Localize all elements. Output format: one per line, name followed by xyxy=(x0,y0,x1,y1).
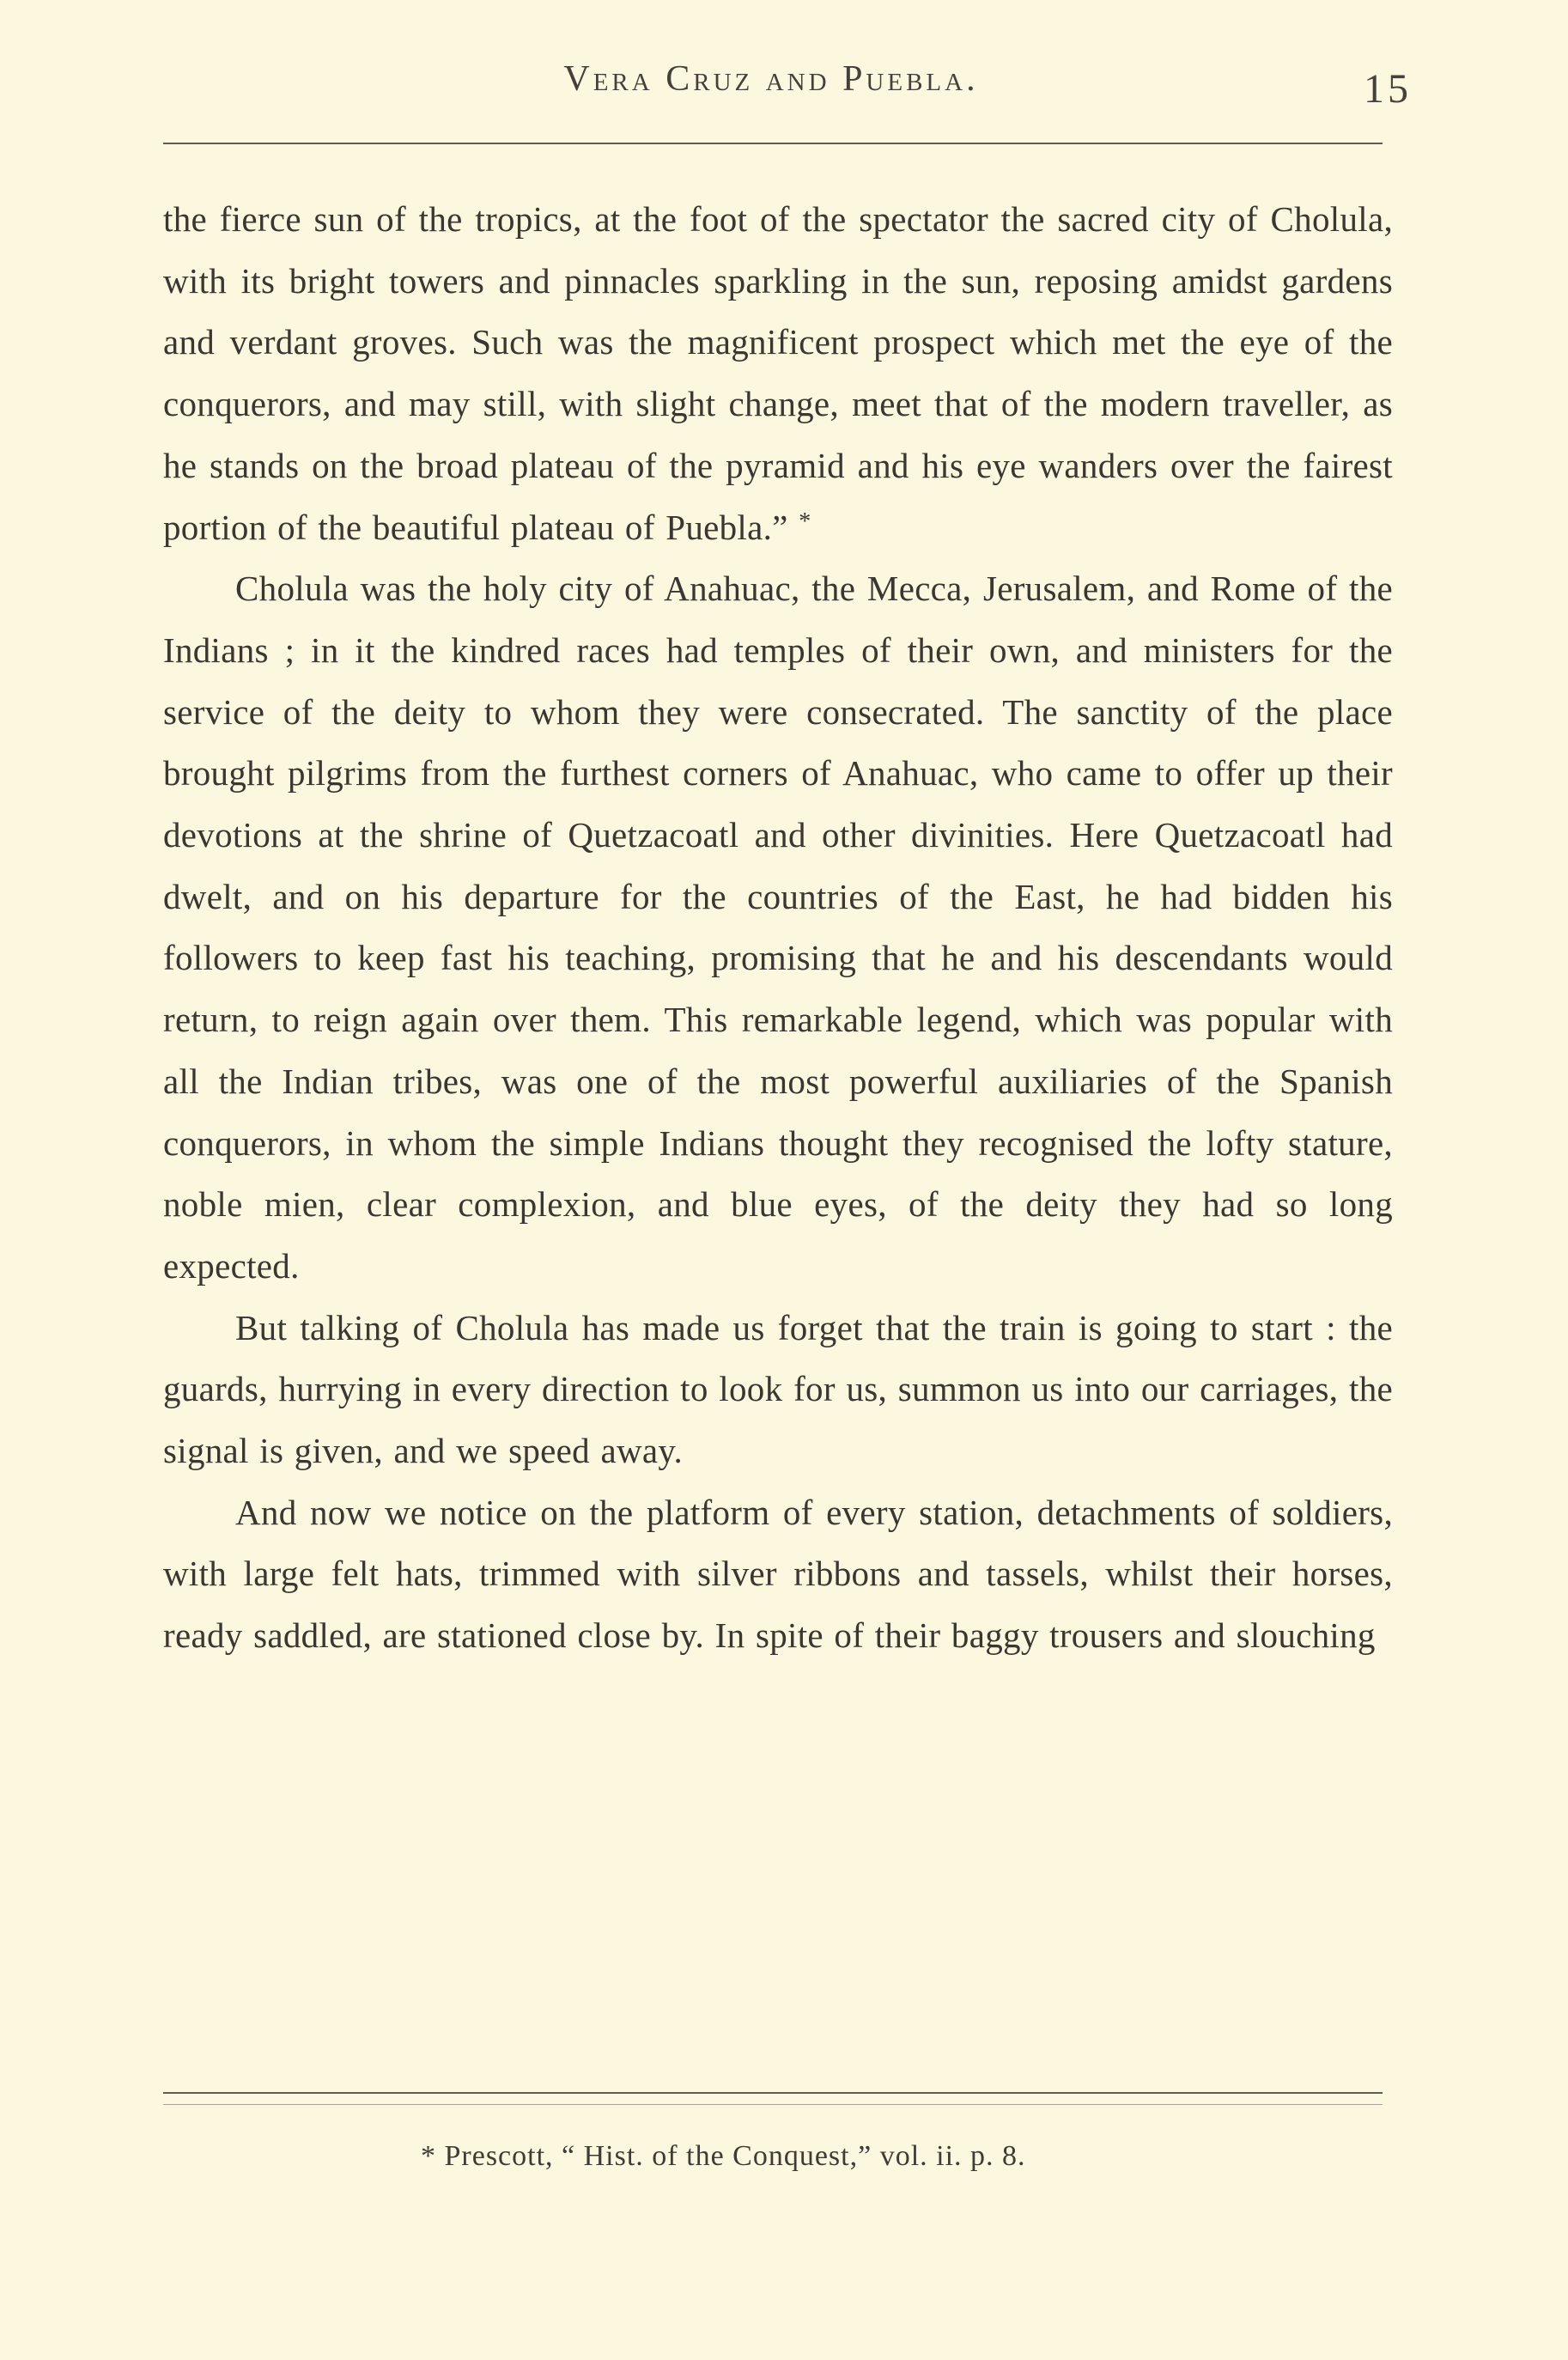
header-rule xyxy=(163,143,1383,144)
paragraph xyxy=(163,189,1393,558)
paragraph: And now we notice on the platform of every station, detachments of soldiers, with large felt hats, trimmed with silver ribbons and tassels, whilst their horses, ready saddled, are stationed close by. In spite of their baggy trousers and slouching xyxy=(163,1492,1393,1656)
footnote-reference-mark: * xyxy=(799,508,811,535)
paragraph: Cholula was the holy city of Anahuac, the Mecca, Jerusalem, and Rome of the Indians ; in it the kindred races had temples of their own, and ministers for the service of the deity to whom they were consecrated. The sanctity of the place brought pilgrims from the furthest corners of Anahuac, who came to offer up their devotions at the shrine of Quetzacoatl and other divinities. Here Quetzacoatl had dwelt, and on his departure for the countries of the East, he had bidden his followers to keep fast his teaching, promising that he and his descendants would return, to reign again over them. This remarkable legend, which was popular with all the Indian tribes, was one of the most powerful auxiliaries of the Spanish conquerors, in whom the simple Indians thought they recognised the lofty stature, noble mien, clear complexion, and blue eyes, of the deity they had so long expected. xyxy=(163,569,1393,1286)
paragraph-text: the fierce sun of the tropics, at the foot of the spectator the sacred city of Cholula, with its bright towers and pinnacles sparkling in the sun, reposing amidst gardens and verdant groves. Such was the magnificent prospect which met the eye of the conquerors, and may still, with slight change, meet that of the modern traveller, as he stands on the broad plateau of the pyramid and his eye wanders over the fairest portion of the beautiful plateau of Puebla.” xyxy=(163,199,1393,547)
footnote: * Prescott, “ Hist. of the Conquest,” vol. ii. p. 8. xyxy=(421,2140,1026,2172)
footnote-rule xyxy=(163,2092,1383,2094)
running-head xyxy=(163,58,1412,119)
page-number: 15 xyxy=(1364,66,1412,112)
paragraph: But talking of Cholula has made us forget that the train is going to start : the guards, hurrying in every direction to look for us, summon us into our carriages, the signal is given, and we speed away. xyxy=(163,1307,1393,1471)
running-title: Vera Cruz and Puebla. xyxy=(563,59,979,99)
body-text xyxy=(163,189,1393,1667)
